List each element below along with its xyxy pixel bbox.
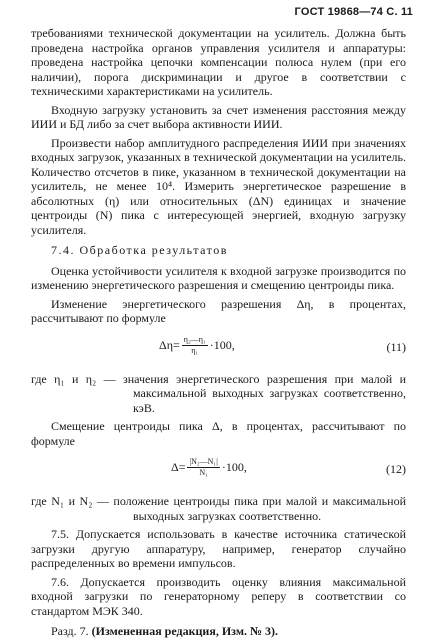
formula-12-lhs: Δ= [171, 460, 186, 475]
formula-11-legend-text [31, 372, 406, 416]
document-body [31, 26, 406, 643]
paragraph-formula11-intro: Изменение энергетического разрешения Δη, в процентах, рассчитывают по формуле [31, 296, 406, 325]
formula-11-tail: ·100, [209, 337, 235, 352]
formula-11-legend-body: значения энергетического разрешения при малой и максимальной выходных загрузках соответственно, кэВ. [122, 371, 406, 415]
formula-11-expression [159, 335, 235, 356]
paragraph-input-load: Входную загрузку установить за счет изменения расстояния между ИИИ и БД либо за счет выбора активности ИИИ. [31, 102, 406, 131]
paragraph-continuation: требованиями технической документации на усилитель. Должна быть проведена настройка органов управления усилителя и аппаратуры: проведена настройка цепочки компенсации полюса нулем (при его наличии), порога дискриминации и другое в соответствии с техническими характеристиками на усилитель. [31, 26, 406, 98]
formula-11 [31, 332, 406, 366]
formula-11-fraction [182, 335, 208, 356]
formula-12-denominator: N₁ [199, 468, 208, 477]
formula-12-numerator: |N₂—N₁| [189, 457, 218, 466]
formula-12-expression [171, 457, 247, 478]
paragraph-measurement: Произвести набор амплитудного распределения ИИИ при значениях входных загрузок, указанных в технической документации на усилитель. Количество отсчетов в пике, указанном в технической документации на усилитель, не менее 10⁴. Измерить энергетическое разрешение в абсолютных (η) или относительных (ΔN) единицах и значение центроиды (N) пика с интересующей энергией, входную загрузку усилителя. [31, 135, 406, 237]
formula-12-legend-text [31, 494, 406, 523]
formula-12-legend [31, 494, 406, 523]
formula-11-denominator: η₁ [191, 345, 199, 355]
formula-11-numerator: η₂—η₁ [183, 334, 206, 344]
formula-12-legend-lead: где N₁ и N₂ — [31, 494, 109, 508]
formula-11-lhs: Δη= [159, 337, 180, 352]
amendment-bold: (Измененная редакция, Изм. № 3). [91, 624, 279, 638]
amendment-note [31, 624, 406, 639]
formula-12-tail: ·100, [221, 460, 247, 475]
paragraph-7-6: 7.6. Допускается производить оценку влияния максимальной входной загрузки по генераторному реперу в соответствии со стандартом МЭК 340. [31, 574, 406, 618]
formula-11-number: (11) [386, 339, 406, 354]
formula-12 [31, 454, 406, 488]
paragraph-formula12-intro: Смещение центроиды пика Δ, в процентах, рассчитывают по формуле [31, 419, 406, 448]
formula-12-legend-body: положение центроиды пика при малой и максимальной выходных загрузках соответственно. [113, 494, 406, 523]
formula-12-fraction [187, 457, 219, 478]
section-title: 7.4. Обработка результатов [51, 243, 228, 257]
formula-12-number: (12) [386, 462, 406, 476]
amendment-lead: Разд. 7. [51, 624, 89, 638]
paragraph-7-5: 7.5. Допускается использовать в качестве источника статической загрузки другую аппаратуру, например, генератор случайно распределенных во времени импульсов. [31, 527, 406, 570]
formula-11-legend-lead: где η₁ и η₂ — [31, 371, 116, 386]
page-header: ГОСТ 19868—74 С. 11 [294, 6, 413, 18]
formula-11-legend [31, 372, 406, 416]
paragraph-evaluation: Оценка устойчивости усилителя к входной загрузке производится по изменению энергетического разрешения и смещению центроиды пика. [31, 263, 406, 292]
